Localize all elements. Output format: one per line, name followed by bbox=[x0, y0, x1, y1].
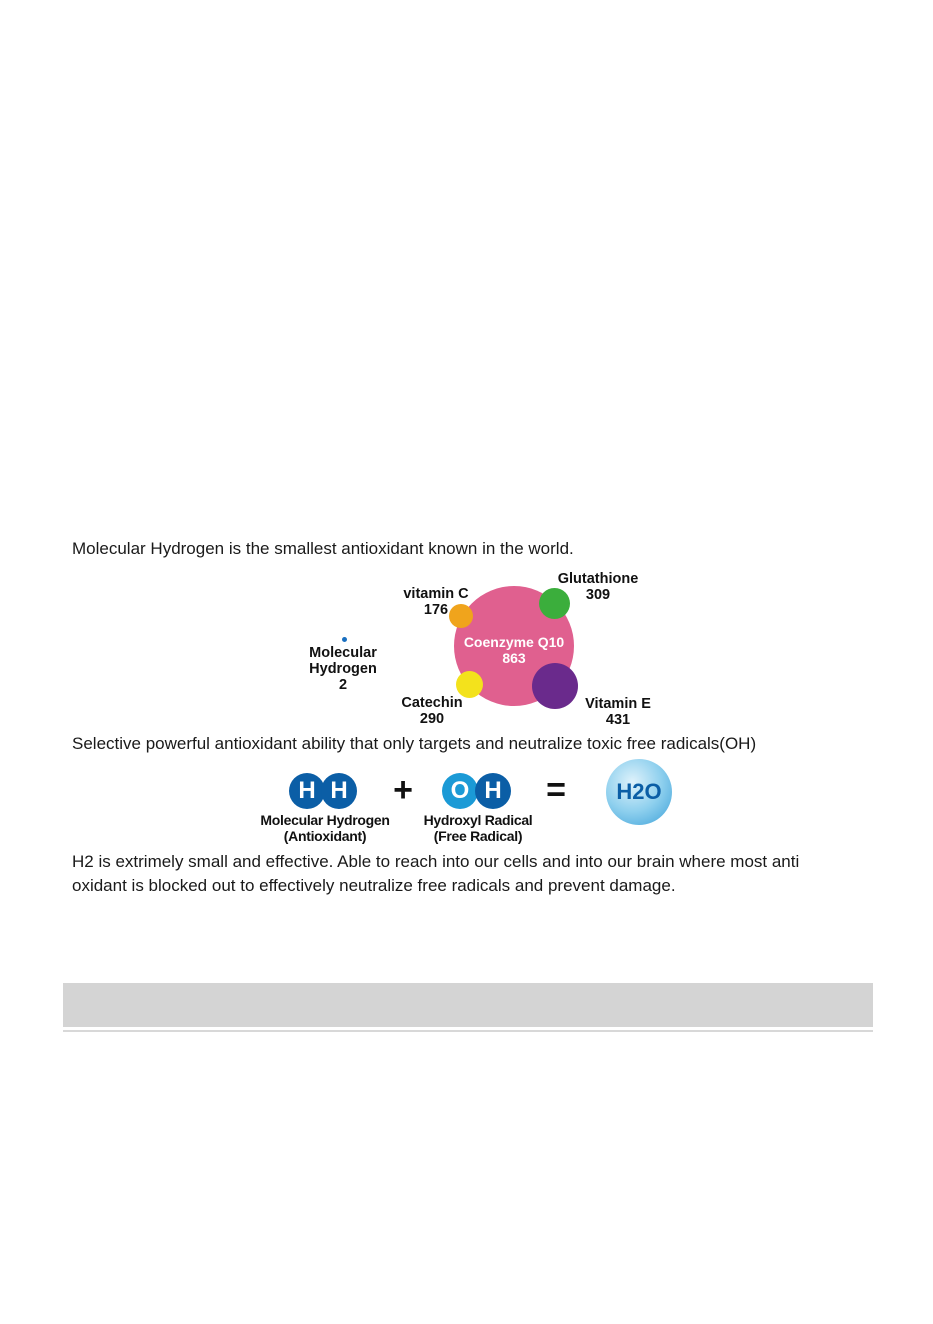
oh-label-line2: (Free Radical) bbox=[433, 828, 523, 844]
vitamin-e-name: Vitamin E bbox=[585, 696, 651, 712]
h2o-label: H2O bbox=[616, 779, 662, 804]
intro-text: Molecular Hydrogen is the smallest antioxidant known in the world. bbox=[72, 539, 574, 558]
horizontal-rule bbox=[63, 1030, 873, 1032]
closing-text bbox=[72, 850, 799, 898]
coenzyme-q10-name: Coenzyme Q10 bbox=[463, 634, 565, 650]
vitamin-e-value: 431 bbox=[605, 712, 631, 728]
closing-text-line1: H2 is extrimely small and effective. Able to reach into our cells and into our brain where most anti bbox=[72, 852, 800, 871]
catechin-value: 290 bbox=[419, 711, 445, 727]
plus-sign: + bbox=[393, 771, 413, 809]
hydrogen-name-line2: Hydrogen bbox=[309, 661, 377, 677]
h2-label-line2: (Antioxidant) bbox=[283, 828, 367, 844]
vitamin-c-value: 176 bbox=[423, 602, 449, 618]
h2-atom-1: H bbox=[289, 773, 325, 809]
oh-label bbox=[408, 812, 548, 844]
catechin-name: Catechin bbox=[401, 695, 463, 711]
oh-label-line1: Hydroxyl Radical bbox=[423, 812, 533, 828]
h2-label-line1: Molecular Hydrogen bbox=[260, 812, 390, 828]
h2-atom-2: H bbox=[321, 773, 357, 809]
coenzyme-q10-value: 863 bbox=[502, 650, 526, 666]
gray-bar bbox=[63, 983, 873, 1027]
selective-text: Selective powerful antioxidant ability that only targets and neutralize toxic free radicals(OH) bbox=[72, 734, 757, 753]
glutathione-name: Glutathione bbox=[557, 571, 639, 587]
hydrogen-value: 2 bbox=[338, 677, 348, 693]
equals-sign: = bbox=[546, 771, 566, 809]
oh-atom-o: O bbox=[442, 773, 478, 809]
vitamin-c-name: vitamin C bbox=[403, 586, 469, 602]
oh-atom-h: H bbox=[475, 773, 511, 809]
hydrogen-name-line1: Molecular bbox=[309, 645, 377, 661]
h2-label bbox=[245, 812, 405, 844]
glutathione-value: 309 bbox=[585, 587, 611, 603]
closing-text-line2: oxidant is blocked out to effectively neutralize free radicals and prevent damage. bbox=[72, 876, 676, 895]
